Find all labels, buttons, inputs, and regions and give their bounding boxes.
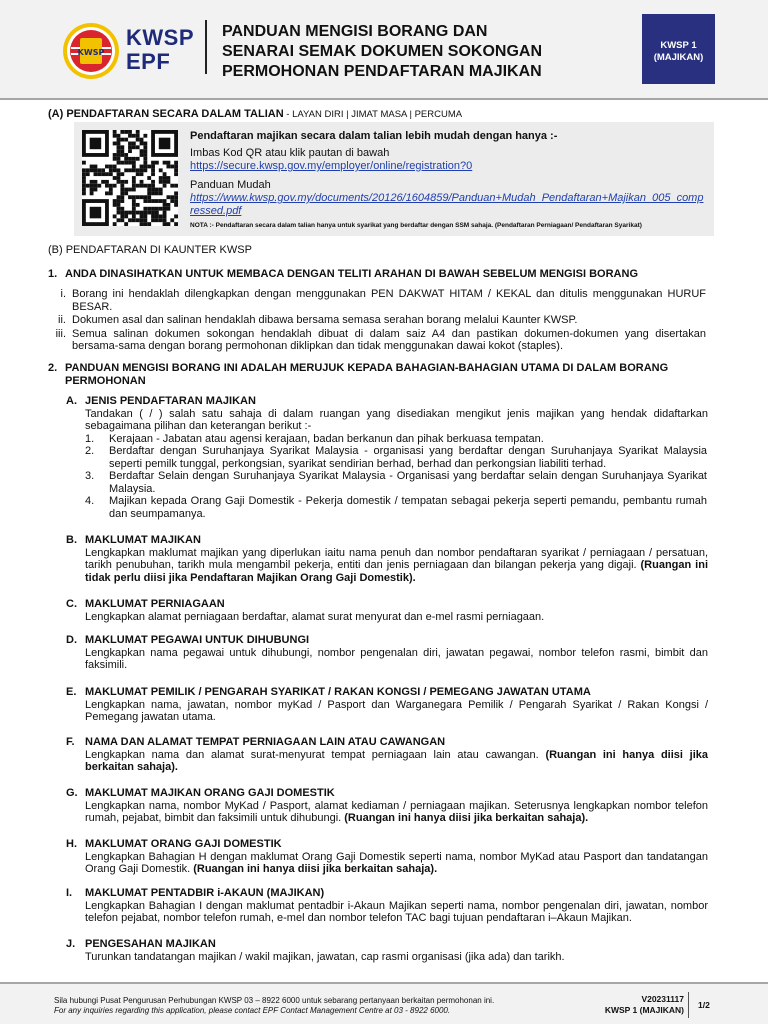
list-item (48, 328, 708, 353)
part-letter: G. (66, 787, 78, 799)
part-title: MAKLUMAT PEMILIK / PENGARAH SYARIKAT / RAKAN KONGSI / PEMEGANG JAWATAN UTAMA (85, 686, 591, 698)
list-item (85, 495, 708, 520)
part-title: JENIS PENDAFTARAN MAJIKAN (85, 395, 256, 407)
online-registration-text (190, 130, 706, 230)
contact-line-en: For any inquiries regarding this application, please contact EPF Contact Management Centre at 03 - 8922 6000. (54, 1006, 451, 1015)
document-footer (0, 982, 768, 1024)
title-line-2: SENARAI SEMAK DOKUMEN SOKONGAN (222, 43, 543, 60)
guide-label: Panduan Mudah (190, 179, 271, 191)
part-f (66, 736, 708, 774)
badge-line-2: (MAJIKAN) (653, 52, 704, 63)
part-letter: C. (66, 598, 77, 610)
item-text: Berdaftar dengan Suruhanjaya Syarikat Malaysia - organisasi yang berdaftar dengan Suruhanjaya Syarikat Malaysia seperti pemilk tunggal, perkongsian, syarikat sendirian berhad, berhad dan perkongsian liabiliti terhad. (109, 445, 707, 470)
part-b (66, 534, 708, 584)
title-line-1: PANDUAN MENGISI BORANG DAN (222, 23, 488, 40)
part-title: PENGESAHAN MAJIKAN (85, 938, 216, 950)
part-letter: F. (66, 736, 75, 748)
heading-1-text: ANDA DINASIHATKAN UNTUK MEMBACA DENGAN TELITI ARAHAN DI BAWAH SEBELUM MENGISI BORANG (65, 268, 639, 280)
guide-link[interactable]: https://www.kwsp.gov.my/documents/20126/1604859/Panduan+Mudah_Pendaftaran+Majikan_005_compressed.pdf (190, 192, 704, 217)
item-text: Majikan kepada Orang Gaji Domestik - Pekerja domestik / tempatan sebagai pekerja seperti pemandu, pembantu rumah dan seumpamanya. (109, 495, 707, 520)
part-body: Tandakan ( / ) salah satu sahaja di dalam ruangan yang disediakan mengikut jenis majikan yang hendak didaftarkan sebagaimana pilihan dan keterangan berikut :- (85, 407, 708, 432)
part-body-text: Lengkapkan maklumat majikan yang diperlukan iaitu nama penuh dan nombor pendaftaran syarikat / perniagaan / persatuan, tarikh penubuhan, tarikh mula mengambil pekerja, entiti dan jenis perniagaan dan bilangan pekerja yang digaji. (85, 546, 708, 571)
list-item (48, 314, 708, 327)
part-d (66, 634, 708, 672)
online-note: NOTA :- Pendaftaran secara dalam talian hanya untuk syarikat yang berdaftar dengan SSM sahaja. (Pendaftaran Perniagaan/ Pendaftaran Syarikat) (190, 222, 642, 229)
item-number: 2. (85, 445, 95, 457)
part-body (66, 851, 708, 876)
form-version (586, 994, 684, 1016)
section-a-title: (A) PENDAFTARAN SECARA DALAM TALIAN (48, 108, 284, 120)
part-letter: H. (66, 838, 77, 850)
part-i (66, 887, 708, 925)
part-body-text: Lengkapkan Bahagian H dengan maklumat Orang Gaji Domestik seperti nama, nombor MyKad atau Pasport dan tandatangan Orang Gaji Domestik. (85, 850, 708, 875)
badge-line-1: KWSP 1 (660, 40, 697, 51)
list-item (85, 433, 708, 446)
part-letter: J. (66, 938, 76, 950)
logo-text-kwsp: KWSP (126, 25, 194, 50)
heading-2-text: PANDUAN MENGISI BORANG INI ADALAH MERUJUK KEPADA BAHAGIAN-BAHAGIAN UTAMA DI DALAM BORANG PERMOHONAN (65, 362, 669, 387)
part-body (66, 749, 708, 774)
part-body: Lengkapkan alamat perniagaan berdaftar, alamat surat menyurat dan e-mel rasmi perniagaan. (85, 610, 545, 623)
part-body: Lengkapkan Bahagian I dengan maklumat pentadbir i-Akaun Majikan seperti nama, nombor pengenalan diri, jawatan, nombor telefon pejabat, nombor telefon rumah, e-mel dan nombor telefon TAC bagi tujuan pendaftaran i–Akaun Majikan. (85, 899, 708, 924)
part-body-text: Lengkapkan nama dan alamat surat-menyurat tempat perniagaan lain atau cawangan. (85, 748, 539, 761)
part-note: (Ruangan ini hanya diisi jika berkaitan sahaja). (193, 863, 438, 875)
qr-code-icon[interactable] (82, 130, 178, 226)
employer-type-list (66, 433, 708, 521)
item-number: 3. (85, 470, 95, 482)
version-number: V20231117 (641, 994, 684, 1004)
title-line-3: PERMOHONAN PENDAFTARAN MAJIKAN (222, 63, 542, 80)
contact-info (54, 996, 494, 1016)
item-number: iii. (55, 327, 66, 340)
logo-wordmark (126, 26, 194, 74)
item-text: Berdaftar Selain dengan Suruhanjaya Syarikat Malaysia - Organisasi yang berdaftar selain dengan Suruhanjaya Syarikat Malaysia. (109, 470, 707, 495)
item-number: 4. (85, 495, 95, 507)
footer-divider (688, 992, 689, 1018)
list-item (48, 288, 708, 313)
item-text: Borang ini hendaklah dilengkapkan dengan menggunakan PEN DAKWAT HITAM / KEKAL dan ditulis menggunakan HURUF BESAR. (72, 288, 706, 313)
part-letter: D. (66, 634, 77, 646)
part-e (66, 686, 708, 724)
part-title: MAKLUMAT ORANG GAJI DOMESTIK (85, 838, 282, 850)
heading-1-number: 1. (48, 268, 58, 280)
item-text: Dokumen asal dan salinan hendaklah dibawa bersama semasa serahan borang melalui Kaunter KWSP. (72, 314, 578, 326)
part-body: Turunkan tandatangan majikan / wakil majikan, jawatan, cap rasmi organisasi (jika ada) dan tarikh. (85, 950, 565, 963)
part-body (66, 800, 708, 825)
logo-text-epf: EPF (126, 49, 171, 74)
scan-instruction: Imbas Kod QR atau klik pautan di bawah (190, 147, 390, 159)
part-title: MAKLUMAT PEGAWAI UNTUK DIHUBUNGI (85, 634, 310, 646)
online-intro: Pendaftaran majikan secara dalam talian lebih mudah dengan hanya :- (190, 130, 558, 142)
part-body (66, 547, 708, 585)
part-g (66, 787, 708, 825)
list-item (85, 445, 708, 470)
part-title: MAKLUMAT PENTADBIR i-AKAUN (MAJIKAN) (85, 887, 325, 899)
page-number: 1/2 (698, 1000, 710, 1010)
part-title: MAKLUMAT MAJIKAN (85, 534, 201, 546)
item-text: Semua salinan dokumen sokongan hendaklah dibuat di dalam saiz A4 dan pastikan dokumen-dokumen yang disertakan bersama-sama dengan borang permohonan diklipkan dan tidak menggunakan dawai kokot (staples). (72, 327, 706, 352)
part-title: NAMA DAN ALAMAT TEMPAT PERNIAGAAN LAIN ATAU CAWANGAN (85, 736, 446, 748)
part-letter: A. (66, 395, 77, 407)
header-divider (205, 20, 207, 74)
part-title: MAKLUMAT PERNIAGAAN (85, 598, 225, 610)
part-letter: I. (66, 887, 73, 899)
part-note: (Ruangan ini tidak perlu diisi jika Pendaftaran Majikan Orang Gaji Domestik). (85, 559, 708, 584)
part-body-text: Lengkapkan nama, nombor MyKad / Pasport, alamat kediaman / perniagaan majikan. Seterusnya lengkapkan nombor telefon rumah, pejabat, bimbit dan faksimili untuk dihubungi. (85, 799, 708, 824)
item-number: ii. (58, 314, 66, 326)
instruction-heading-1 (48, 268, 705, 281)
section-a-heading (48, 108, 462, 121)
part-letter: B. (66, 534, 77, 546)
part-j (66, 938, 708, 963)
part-title: MAKLUMAT MAJIKAN ORANG GAJI DOMESTIK (85, 787, 335, 799)
section-a-suffix: - LAYAN DIRI | JIMAT MASA | PERCUMA (283, 109, 463, 120)
registration-link[interactable]: https://secure.kwsp.gov.my/employer/online/registration?0 (190, 160, 473, 172)
part-h (66, 838, 708, 876)
item-number: 1. (85, 432, 95, 445)
section-b-heading: (B) PENDAFTARAN DI KAUNTER KWSP (48, 244, 252, 256)
part-note: (Ruangan ini hanya diisi jika berkaitan sahaja). (344, 812, 589, 824)
kwsp-logo-icon (62, 22, 120, 80)
instruction-heading-2 (48, 362, 705, 388)
form-code-badge (642, 14, 715, 84)
list-item (85, 470, 708, 495)
document-header (0, 0, 768, 100)
part-body: Lengkapkan nama pegawai untuk dihubungi, nombor pengenalan diri, jawatan pegawai, nombor telefon rasmi, bimbit dan faksimili. (85, 646, 708, 671)
part-letter: E. (66, 686, 77, 698)
item-number: i. (60, 288, 66, 300)
part-c (66, 598, 708, 623)
page-title (222, 22, 612, 82)
heading-2-number: 2. (48, 362, 58, 374)
online-registration-box (74, 122, 714, 236)
logo-ring-text: KWSP (77, 48, 105, 57)
contact-line-ms: Sila hubungi Pusat Pengurusan Perhubungan KWSP 03 – 8922 6000 untuk sebarang pertanyaan berkaitan permohonan ini. (54, 996, 495, 1005)
instruction-list (48, 288, 708, 354)
part-a (66, 395, 708, 520)
part-body: Lengkapkan nama, jawatan, nombor myKad / Pasport dan Warganegara Pemilik / Pengarah Syarikat / Rakan Kongsi / Pemegang jawatan utama. (85, 698, 708, 723)
part-note: (Ruangan ini hanya diisi jika berkaitan sahaja). (85, 748, 709, 773)
item-text: Kerajaan - Jabatan atau agensi kerajaan, badan berkanun dan pihak berkuasa tempatan. (109, 432, 544, 445)
footer-form-code: KWSP 1 (MAJIKAN) (604, 1005, 684, 1015)
